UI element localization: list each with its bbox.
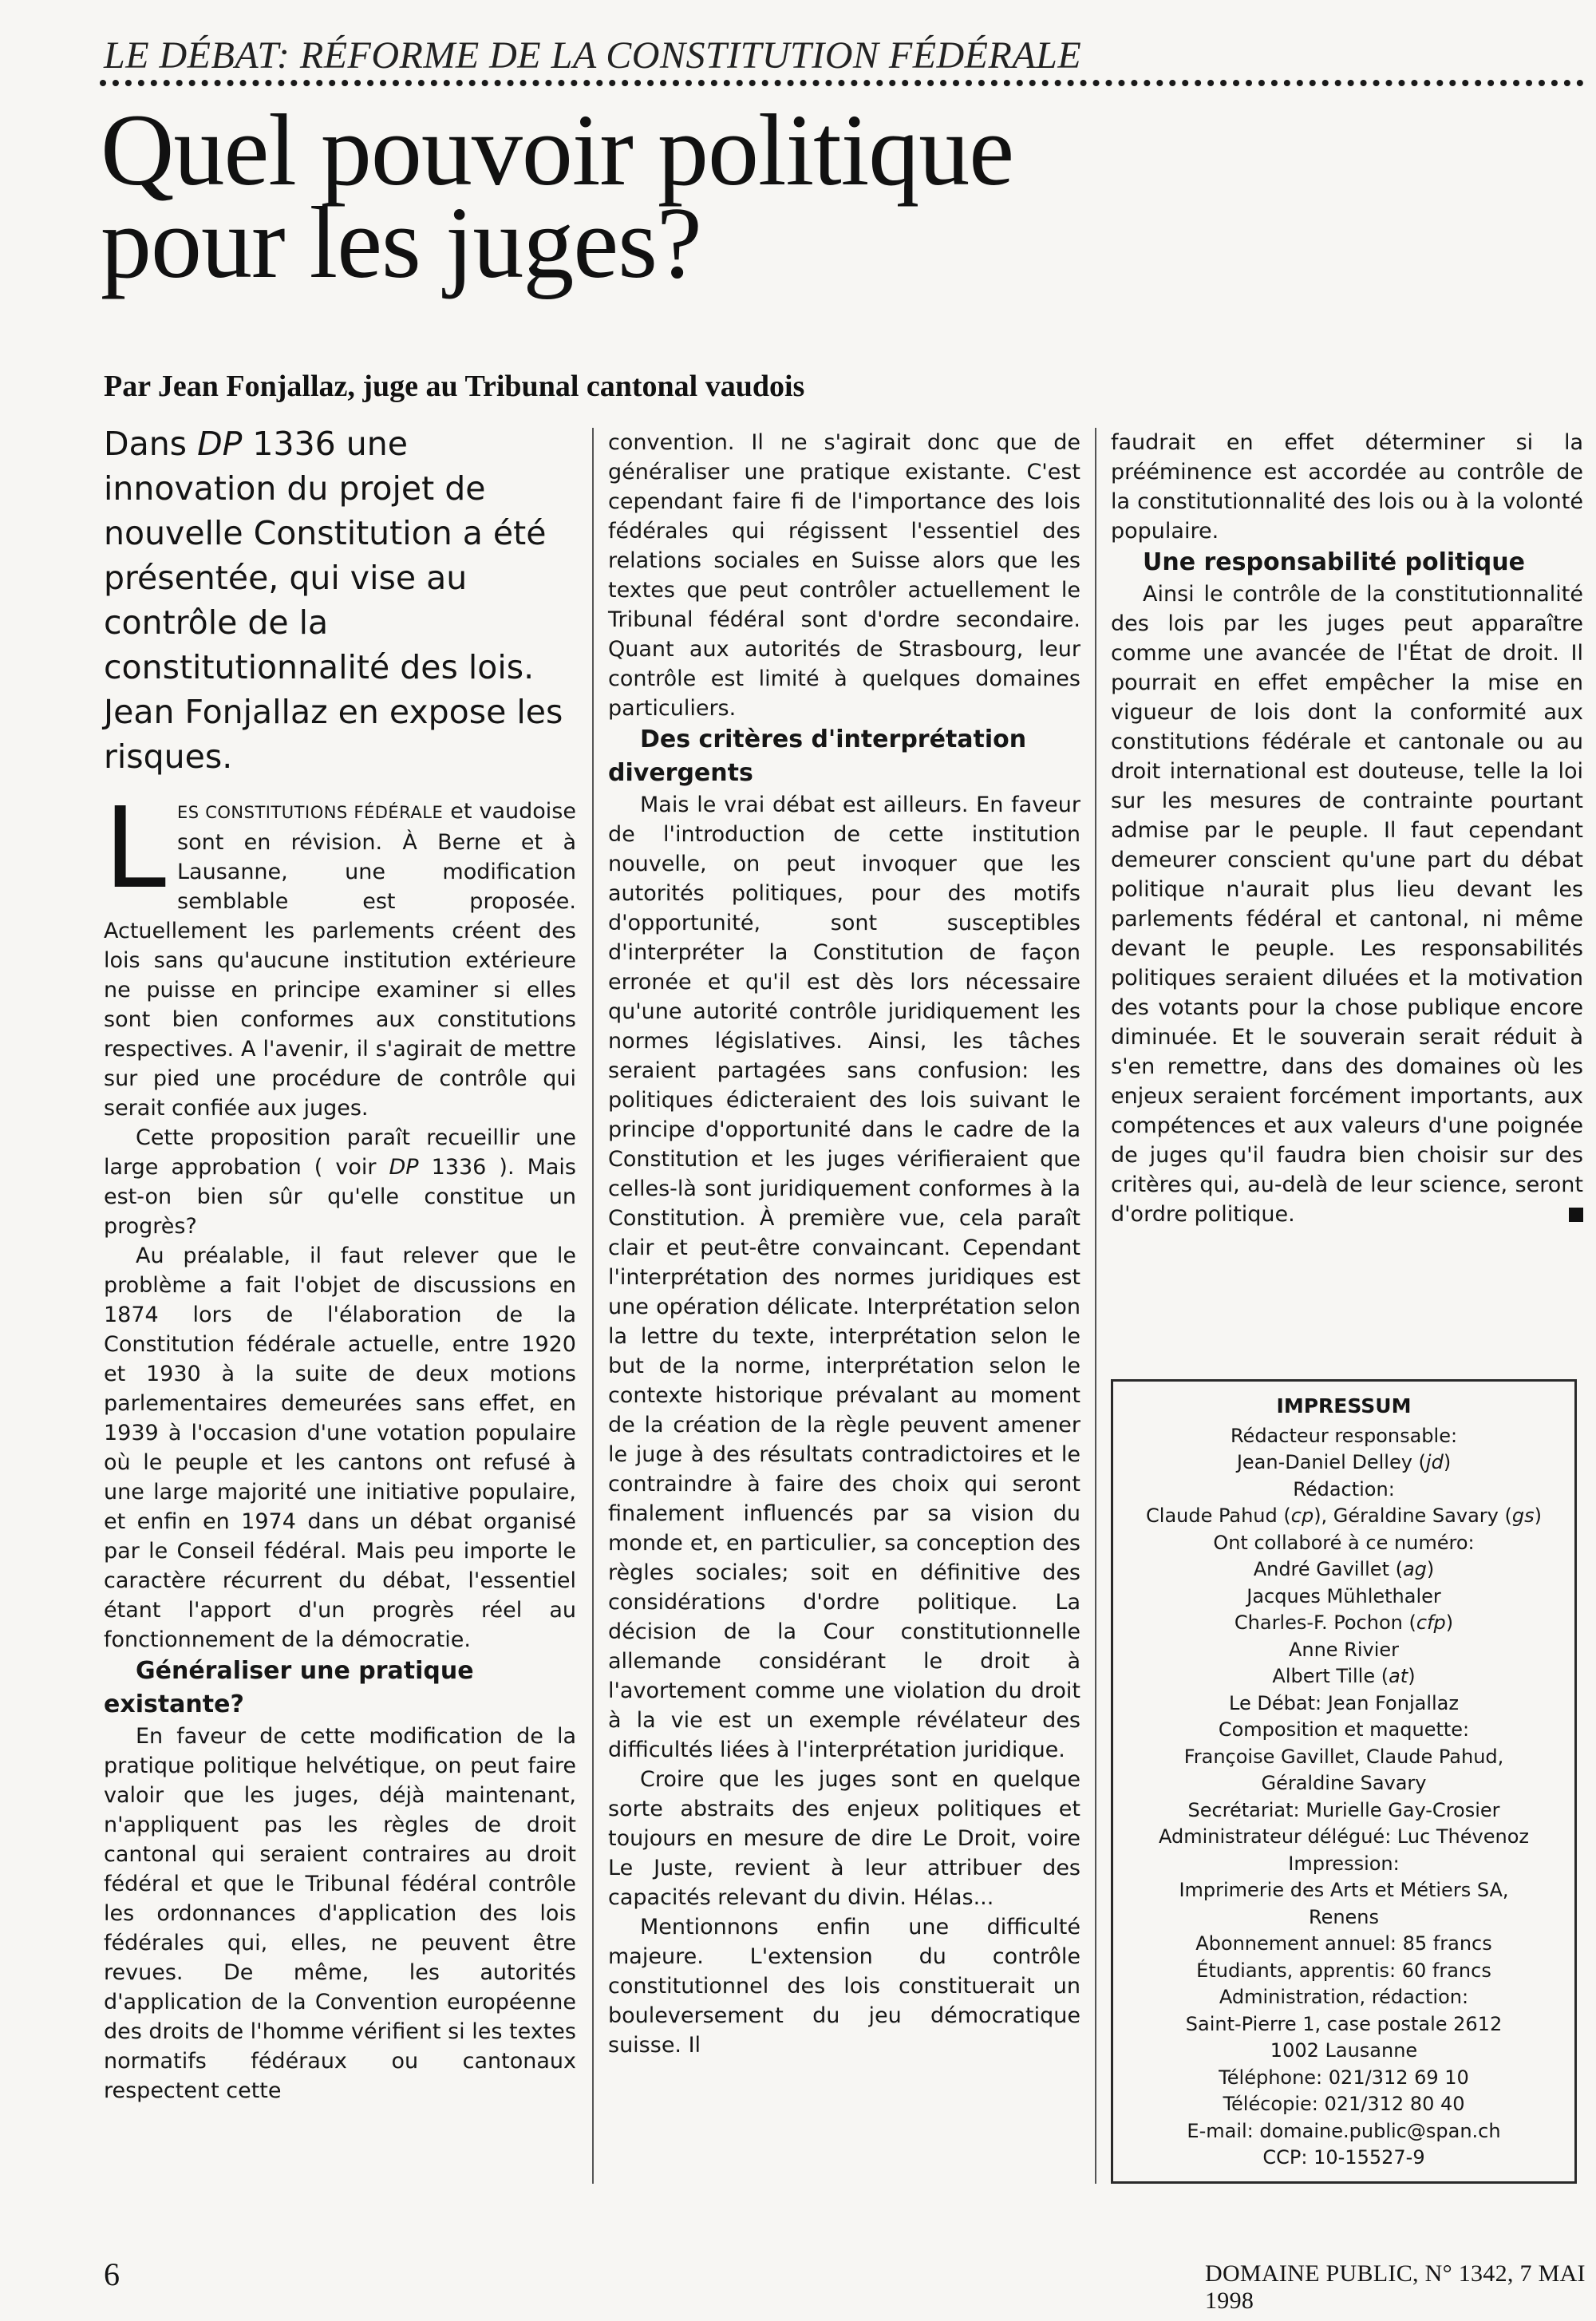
byline: Par Jean Fonjallaz, juge au Tribunal cantonal vaudois xyxy=(104,370,805,403)
impressum-redaction: Claude Pahud (cp), Géraldine Savary (gs) xyxy=(1146,1504,1542,1527)
end-mark-icon xyxy=(1569,1208,1583,1222)
paragraph-5: Mais le vrai débat est ailleurs. En faveur de l'introduction de cette institution nouvelle, on peut invoquer que les autorités politiques, pour des motifs d'opportunité, sont susceptibles d'interpréter la Constitution de façon erronée et qu'il est dès lors nécessaire qu'une autorité contrôle juridiquement les normes législatives. Ainsi, les tâches seraient partagées sans confusion: les politiques édicteraient des lois suivant le principe d'opportunité dans le cadre de la Constitution et les juges vérifieraient que celles-là sont juridiquement conformes à la Constitution. À première vue, cela paraît clair et peut-être convaincant. Cependant l'interprétation des normes juridiques est une opération délicate. Interprétation selon la lettre du texte, interprétation selon le but de la norme, interprétation selon le contexte historique prévalant au moment de la création de la règle peuvent amener le juge à des résultats contradictoires et le contraindre à faire des choix qui seront finalement influencés par sa vision du monde et, en particulier, sa conception des règles sociales; soit en définitive des considérations d'ordre politique. La décision de la Cour constitutionnelle allemande considérant le droit à l'avortement comme une violation du droit à la vie est un exemple révélateur des difficultés liées à l'interprétation juridique. xyxy=(608,793,1080,1762)
paragraph-8 xyxy=(1111,579,1583,1229)
impressum-adresse-1: Saint-Pierre 1, case postale 2612 xyxy=(1185,2012,1503,2035)
impressum-admin-delegue: Administrateur délégué: Luc Thévenoz xyxy=(1159,1825,1529,1848)
impressum-debat: Le Débat: Jean Fonjallaz xyxy=(1229,1691,1459,1714)
lead-paragraph xyxy=(104,421,575,779)
dotted-rule xyxy=(100,80,1584,86)
impressum-compo-1: Françoise Gavillet, Claude Pahud, xyxy=(1183,1745,1504,1768)
impressum-redacteur-label: Rédacteur responsable: xyxy=(1230,1424,1458,1447)
paragraph-3: Au préalable, il faut relever que le problème a fait l'objet de discussions en 1874 lors de l'élaboration de la Constitution fédérale actuelle, entre 1920 et 1930 à la suite de deux motions parlementaires demeurées sans effet, en 1939 à l'occasion d'une votation populaire où le peuple et les cantons ont refusé à une large majorité une initiative populaire, et enfin en 1974 dans un débat organisé par le Conseil fédéral. Mais peu importe le caractère récurrent du débat, l'essentiel étant l'apport d'un progrès réel au fonctionnement de la démocratie. xyxy=(104,1244,576,1652)
impressum-redaction-label: Rédaction: xyxy=(1293,1477,1395,1501)
paragraph-4-continued: convention. Il ne s'agirait donc que de généraliser une pratique existante. C'est cependant faire fi de l'importance des lois fédérales qui régissent l'essentiel des relations sociales en Suisse alors que les textes que peut contrôler actuellement le Tribunal fédéral sont d'ordre secondaire. Quant aux autorités de Strasbourg, leur contrôle est limité à quelques domaines particuliers. xyxy=(608,430,1080,721)
paragraph-4: En faveur de cette modification de la pratique politique helvétique, on peut faire valoir que les juges, déjà maintenant, n'appliquent pas les règles de droit cantonal qui seraient contraires au droit fédéral et que le Tribunal fédéral contrôle les ordonnances d'application des lois fédérales qui, elles, ne peuvent être revues. De même, les autorités d'application de la Convention européenne des droits de l'homme vérifient si les textes normatifs fédéraux ou cantonaux respectent cette xyxy=(104,1724,576,2103)
page-number: 6 xyxy=(104,2256,120,2292)
impressum-redacteur-abbr: jd xyxy=(1425,1451,1444,1473)
impressum-etudiants: Étudiants, apprentis: 60 francs xyxy=(1196,1959,1491,1982)
impressum-adresse-2: 1002 Lausanne xyxy=(1270,2039,1418,2062)
impressum-redaction-2: ), Géraldine Savary ( xyxy=(1314,1504,1512,1527)
paragraph-2-end: 1336 ). Mais est-on bien sûr qu'elle constitue un progrès? xyxy=(104,1155,576,1239)
impressum-heading: IMPRESSUM xyxy=(1276,1394,1412,1418)
paragraph-2-start: Cette proposition paraît recueillir une large approbation ( voir xyxy=(104,1125,576,1180)
impressum-collab-5: Albert Tille (at) xyxy=(1272,1665,1416,1687)
impressum-secretariat: Secrétariat: Murielle Gay-Crosier xyxy=(1187,1798,1500,1821)
column-1 xyxy=(104,784,576,2106)
paragraph-8-text: Ainsi le contrôle de la constitutionnalité des lois par les juges peut apparaître comme une avancée de l'État de droit. Il pourrait en effet empêcher la mise en vigueur de lois dont la conformité aux constitutions fédérale et cantonale ou au droit international est douteuse, telle la loi sur les mesures de contrainte pourtant admise par le peuple. Il faut cependant demeurer conscient qu'une part du débat politique n'aurait plus lieu devant les parlements fédéral et cantonal, ni même devant le peuple. Les responsabilités politiques seraient diluées et la motivation des votants pour la chose publique encore diminuée. Et le souverain serait réduit à s'en remettre, dans des domaines où les enjeux seraient forcément importants, aux compétences et aux valeurs d'une poignée de juges qu'il faudra bien choisir sur des critères qui, au-delà de leur science, seront d'ordre politique. xyxy=(1111,582,1583,1227)
subheading-3: Une responsabilité politique xyxy=(1143,548,1525,576)
section-kicker: LE DÉBAT: RÉFORME DE LA CONSTITUTION FÉDÉRALE xyxy=(104,34,1082,77)
column-2 xyxy=(608,428,1080,2060)
opening-small-caps: ES CONSTITUTIONS FÉDÉRALE xyxy=(177,803,444,822)
impressum-impression-label: Impression: xyxy=(1288,1852,1400,1875)
title-line-1: Quel pouvoir politique xyxy=(101,93,1014,207)
impressum-collab-5-name: Albert Tille ( xyxy=(1272,1665,1389,1687)
title-line-2: pour les juges? xyxy=(101,186,701,299)
impressum-redacteur-name: Jean-Daniel Delley ( xyxy=(1236,1451,1426,1473)
impressum-box xyxy=(1111,1379,1577,2184)
article-title xyxy=(101,93,1298,299)
impressum-collab-1-abbr: ag xyxy=(1402,1558,1427,1580)
impressum-collab-2: Jacques Mühlethaler xyxy=(1246,1584,1441,1607)
subheading-2: Des critères d'interprétation divergents xyxy=(608,726,1027,787)
paragraph-1-text: et vaudoise sont en révision. À Berne et à Lausanne, une modification semblable est proposée. Actuellement les parlements créent des lois sans qu'aucune institution extérieure ne puisse en principe examiner si elles sont bien conformes aux constitutions respectives. A l'avenir, il s'agirait de mettre sur pied une procédure de contrôle qui serait confiée aux juges. xyxy=(104,799,576,1121)
lead-text-start: Dans xyxy=(104,425,198,463)
impressum-redacteur: Jean-Daniel Delley (jd) xyxy=(1236,1451,1452,1473)
paragraph-7: Mentionnons enfin une difficulté majeure. L'extension du contrôle constitutionnel des lois constituerait un bouleversement du jeu démocratique suisse. Il xyxy=(608,1915,1080,2058)
impressum-collab-3-name: Charles-F. Pochon ( xyxy=(1234,1611,1416,1634)
impressum-abonnement: Abonnement annuel: 85 francs xyxy=(1195,1932,1492,1955)
impressum-collab-3-abbr: cfp xyxy=(1416,1611,1446,1634)
impressum-impression-1: Imprimerie des Arts et Métiers SA, xyxy=(1179,1879,1509,1901)
impressum-ccp: CCP: 10-15527-9 xyxy=(1262,2146,1425,2169)
impressum-admin-label: Administration, rédaction: xyxy=(1219,1986,1469,2008)
publication-footer: DOMAINE PUBLIC, N° 1342, 7 MAI 1998 xyxy=(1205,2260,1586,2314)
impressum-collab-1: André Gavillet (ag) xyxy=(1253,1558,1435,1580)
first-paragraph xyxy=(104,784,576,1123)
paragraph-6: Croire que les juges sont en quelque sorte abstraits des enjeux politiques et toujours en mesure de dire Le Droit, voire Le Juste, revient à leur attribuer des capacités relevant du divin. Hélas... xyxy=(608,1767,1080,1910)
paragraph-2 xyxy=(104,1123,576,1241)
impressum-redaction-1: Claude Pahud ( xyxy=(1146,1504,1291,1527)
impressum-redaction-2-abbr: gs xyxy=(1511,1504,1535,1527)
impressum-telecopie: Télécopie: 021/312 80 40 xyxy=(1223,2093,1465,2115)
impressum-collab-label: Ont collaboré à ce numéro: xyxy=(1213,1531,1475,1554)
subheading-1: Généraliser une pratique existante? xyxy=(104,1657,474,1718)
column-rule-2 xyxy=(1095,428,1096,2184)
impressum-collab-3: Charles-F. Pochon (cfp) xyxy=(1234,1611,1454,1634)
impressum-telephone: Téléphone: 021/312 69 10 xyxy=(1219,2066,1469,2089)
paragraph-2-dp: DP xyxy=(389,1155,419,1180)
impressum-email: E-mail: domaine.public@span.ch xyxy=(1187,2119,1501,2142)
lead-text-end: 1336 une innovation du projet de nouvelle Constitution a été présentée, qui vise au contrôle de la constitutionnalité des lois. Jean Fonjallaz en expose les risques. xyxy=(104,425,563,776)
impressum-collab-4: Anne Rivier xyxy=(1288,1638,1400,1661)
impressum-compo-2: Géraldine Savary xyxy=(1261,1772,1427,1794)
impressum-redaction-1-abbr: cp xyxy=(1290,1504,1314,1527)
impressum-compo-label: Composition et maquette: xyxy=(1218,1718,1470,1741)
column-rule-1 xyxy=(592,428,594,2184)
impressum-collab-5-abbr: at xyxy=(1389,1665,1408,1687)
impressum-collab-1-name: André Gavillet ( xyxy=(1253,1558,1403,1580)
column-3 xyxy=(1111,428,1583,1229)
lead-dp: DP xyxy=(197,425,243,463)
paragraph-7-continued: faudrait en effet déterminer si la prééminence est accordée au contrôle de la constitutionnalité des lois ou à la volonté populaire. xyxy=(1111,430,1583,544)
drop-cap: L xyxy=(104,784,166,914)
impressum-impression-2: Renens xyxy=(1308,1905,1380,1928)
